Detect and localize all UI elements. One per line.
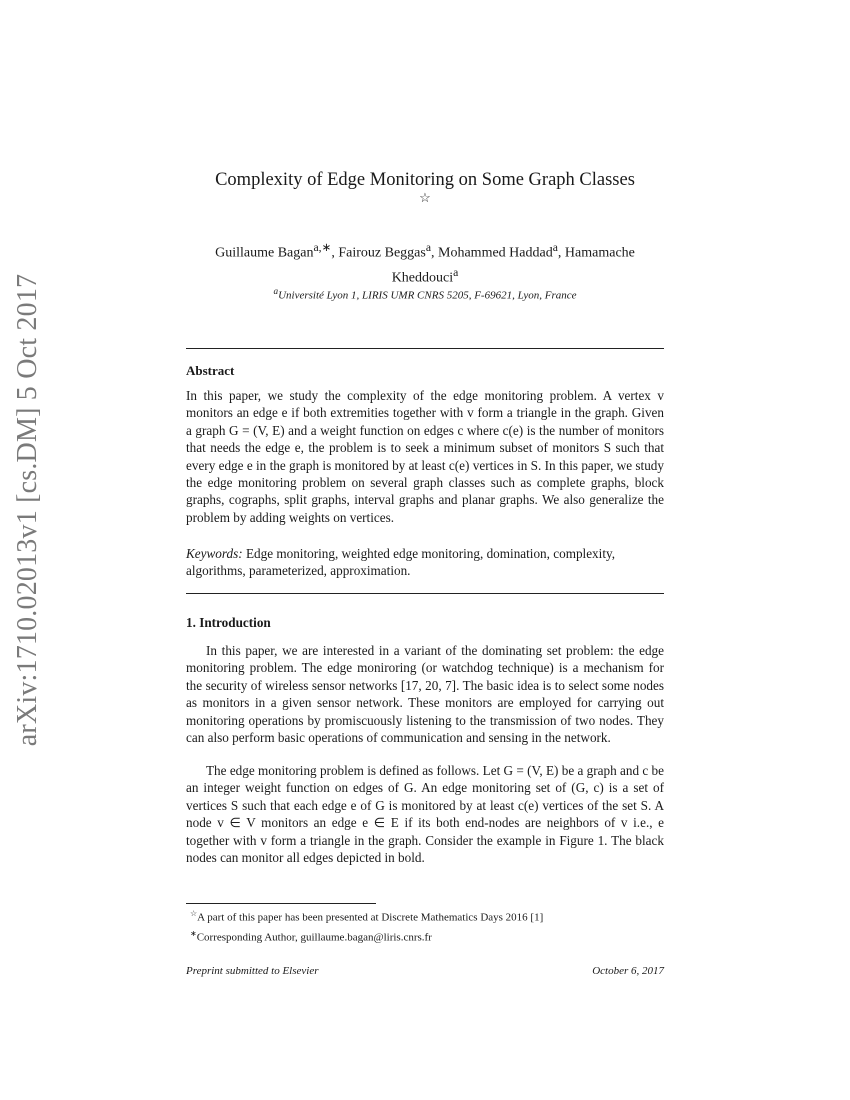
keywords-label: Keywords: [186, 546, 243, 561]
arxiv-sidebar [2, 268, 54, 752]
footnotes [186, 906, 664, 945]
affiliation-text: Université Lyon 1, LIRIS UMR CNRS 5205, F-69621, Lyon, France [278, 289, 577, 302]
keywords [186, 545, 664, 580]
author-affiliation-mark: a,∗ [313, 241, 332, 254]
footer-date: October 6, 2017 [592, 965, 664, 977]
author-name: Kheddouci [391, 270, 454, 286]
footnote-rule [186, 903, 376, 904]
author-list [186, 238, 664, 287]
keywords-text: Edge monitoring, weighted edge monitoring, domination, complexity, algorithms, parameterized, approximation. [186, 546, 616, 579]
body-paragraph: The edge monitoring problem is defined as follows. Let G = (V, E) be a graph and c be an integer weight function on edges of G. An edge monitoring set of (G, c) is a set of vertices S such that each edge e of G is monitored by at least c(e) vertices of the set S. A node v ∈ V monitors an edge e ∈ E if its both end-nodes are neighbors of v i.e., e together with v form a triangle in the graph. Consider the example in Figure 1. The black nodes can monitor all edges depicted in bold. [186, 763, 664, 866]
footnote-mark: ∗ [190, 928, 197, 938]
footnote [186, 906, 664, 926]
footnote-mark: ☆ [190, 909, 198, 918]
arxiv-identifier: arXiv:1710.02013v1 [cs.DM] 5 Oct 2017 [12, 273, 43, 747]
abstract-heading: Abstract [186, 363, 235, 378]
author-affiliation-mark: a [453, 265, 459, 279]
abstract-bottom-rule [186, 593, 664, 594]
page-footer [186, 965, 664, 977]
footnote-text: Corresponding Author, guillaume.bagan@liris.cnrs.fr [196, 931, 432, 944]
author-name: , Mohammed Haddad [431, 245, 553, 261]
body-paragraph: In this paper, we are interested in a variant of the dominating set problem: the edge monitoring problem. The edge moniroring (or watchdog technique) is a mechanism for the security of wireless sensor networks [17, 20, 7]. The basic idea is to select some nodes as monitors in a given sensor network. These monitors are employed for carrying out monitoring operations by promiscuously listening to the transmission of two nodes. They can also perform basic operations of communication and sensing in the network. [186, 643, 664, 746]
affiliation [0, 286, 850, 302]
affiliation-mark: a [273, 286, 279, 296]
paper-title: Complexity of Edge Monitoring on Some Graph Classes [215, 170, 635, 190]
title-footnote-mark: ☆ [419, 191, 431, 206]
author-affiliation-mark: a [425, 241, 432, 254]
abstract-top-rule [186, 348, 664, 349]
section-heading: 1. Introduction [186, 615, 271, 630]
author-name: , Fairouz Beggas [331, 245, 426, 261]
footnote [186, 926, 664, 946]
author-name: Guillaume Bagan [215, 245, 314, 261]
author-affiliation-mark: a [552, 241, 558, 254]
author-name: , Hamamache [557, 245, 635, 261]
abstract-text: In this paper, we study the complexity of the edge monitoring problem. A vertex v monitors an edge e if both extremities together with v form a triangle in the graph. Given a graph G = (V, E) and a weight function on edges c where c(e) is the number of monitors that needs the edge e, the problem is to seek a minimum subset of monitors S such that every edge e in the graph is monitored by at least c(e) vertices in S. In this paper, we study the edge monitoring problem on several graph classes such as complete graphs, block graphs, cographs, split graphs, interval graphs and planar graphs. We also generalize the problem by adding weights on vertices. [186, 388, 664, 525]
footer-preprint: Preprint submitted to Elsevier [186, 965, 319, 977]
footnote-text: A part of this paper has been presented at Discrete Mathematics Days 2016 [1] [197, 911, 544, 924]
